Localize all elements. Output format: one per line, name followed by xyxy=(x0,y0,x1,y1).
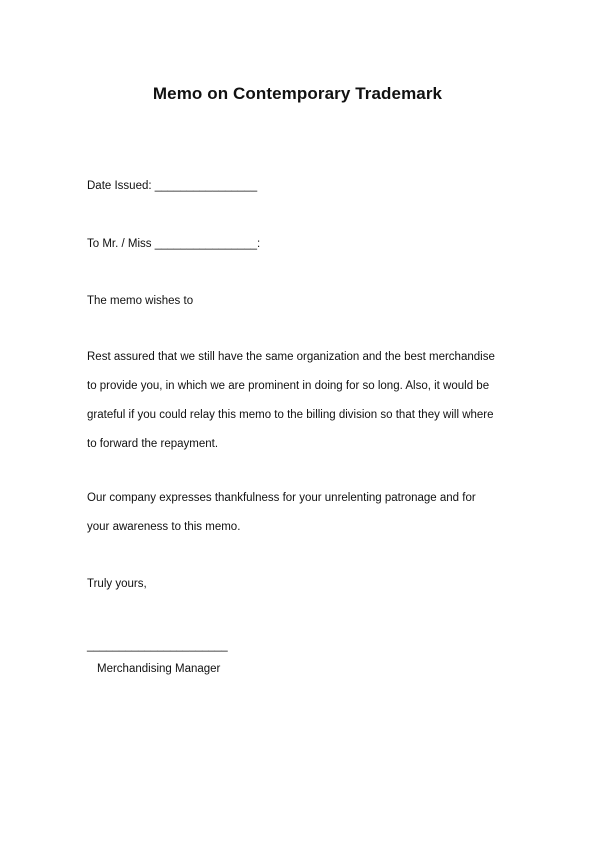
recipient-line: To Mr. / Miss ________________: xyxy=(87,238,261,250)
body-paragraph-1-line: grateful if you could relay this memo to the billing division so that they will where xyxy=(87,409,494,421)
page-title: Memo on Contemporary Trademark xyxy=(152,84,443,103)
body-paragraph-1-line: to forward the repayment. xyxy=(87,438,219,450)
body-paragraph-1-line: to provide you, in which we are prominent in doing for so long. Also, it would be xyxy=(87,380,490,392)
body-paragraph-2-line: your awareness to this memo. xyxy=(87,521,241,533)
body-paragraph-1-line: Rest assured that we still have the same organization and the best merchandise xyxy=(87,351,495,363)
date-issued-line: Date Issued: ________________ xyxy=(87,180,258,192)
body-paragraph-2 xyxy=(87,484,527,542)
closing-line: Truly yours, xyxy=(87,578,147,590)
body-paragraph-2-line: Our company expresses thankfulness for your unrelenting patronage and for xyxy=(87,492,476,504)
signature-name: Merchandising Manager xyxy=(97,663,221,675)
intro-line: The memo wishes to xyxy=(87,295,194,307)
signature-line: ______________________ xyxy=(87,640,228,652)
body-paragraph-1 xyxy=(87,343,527,459)
